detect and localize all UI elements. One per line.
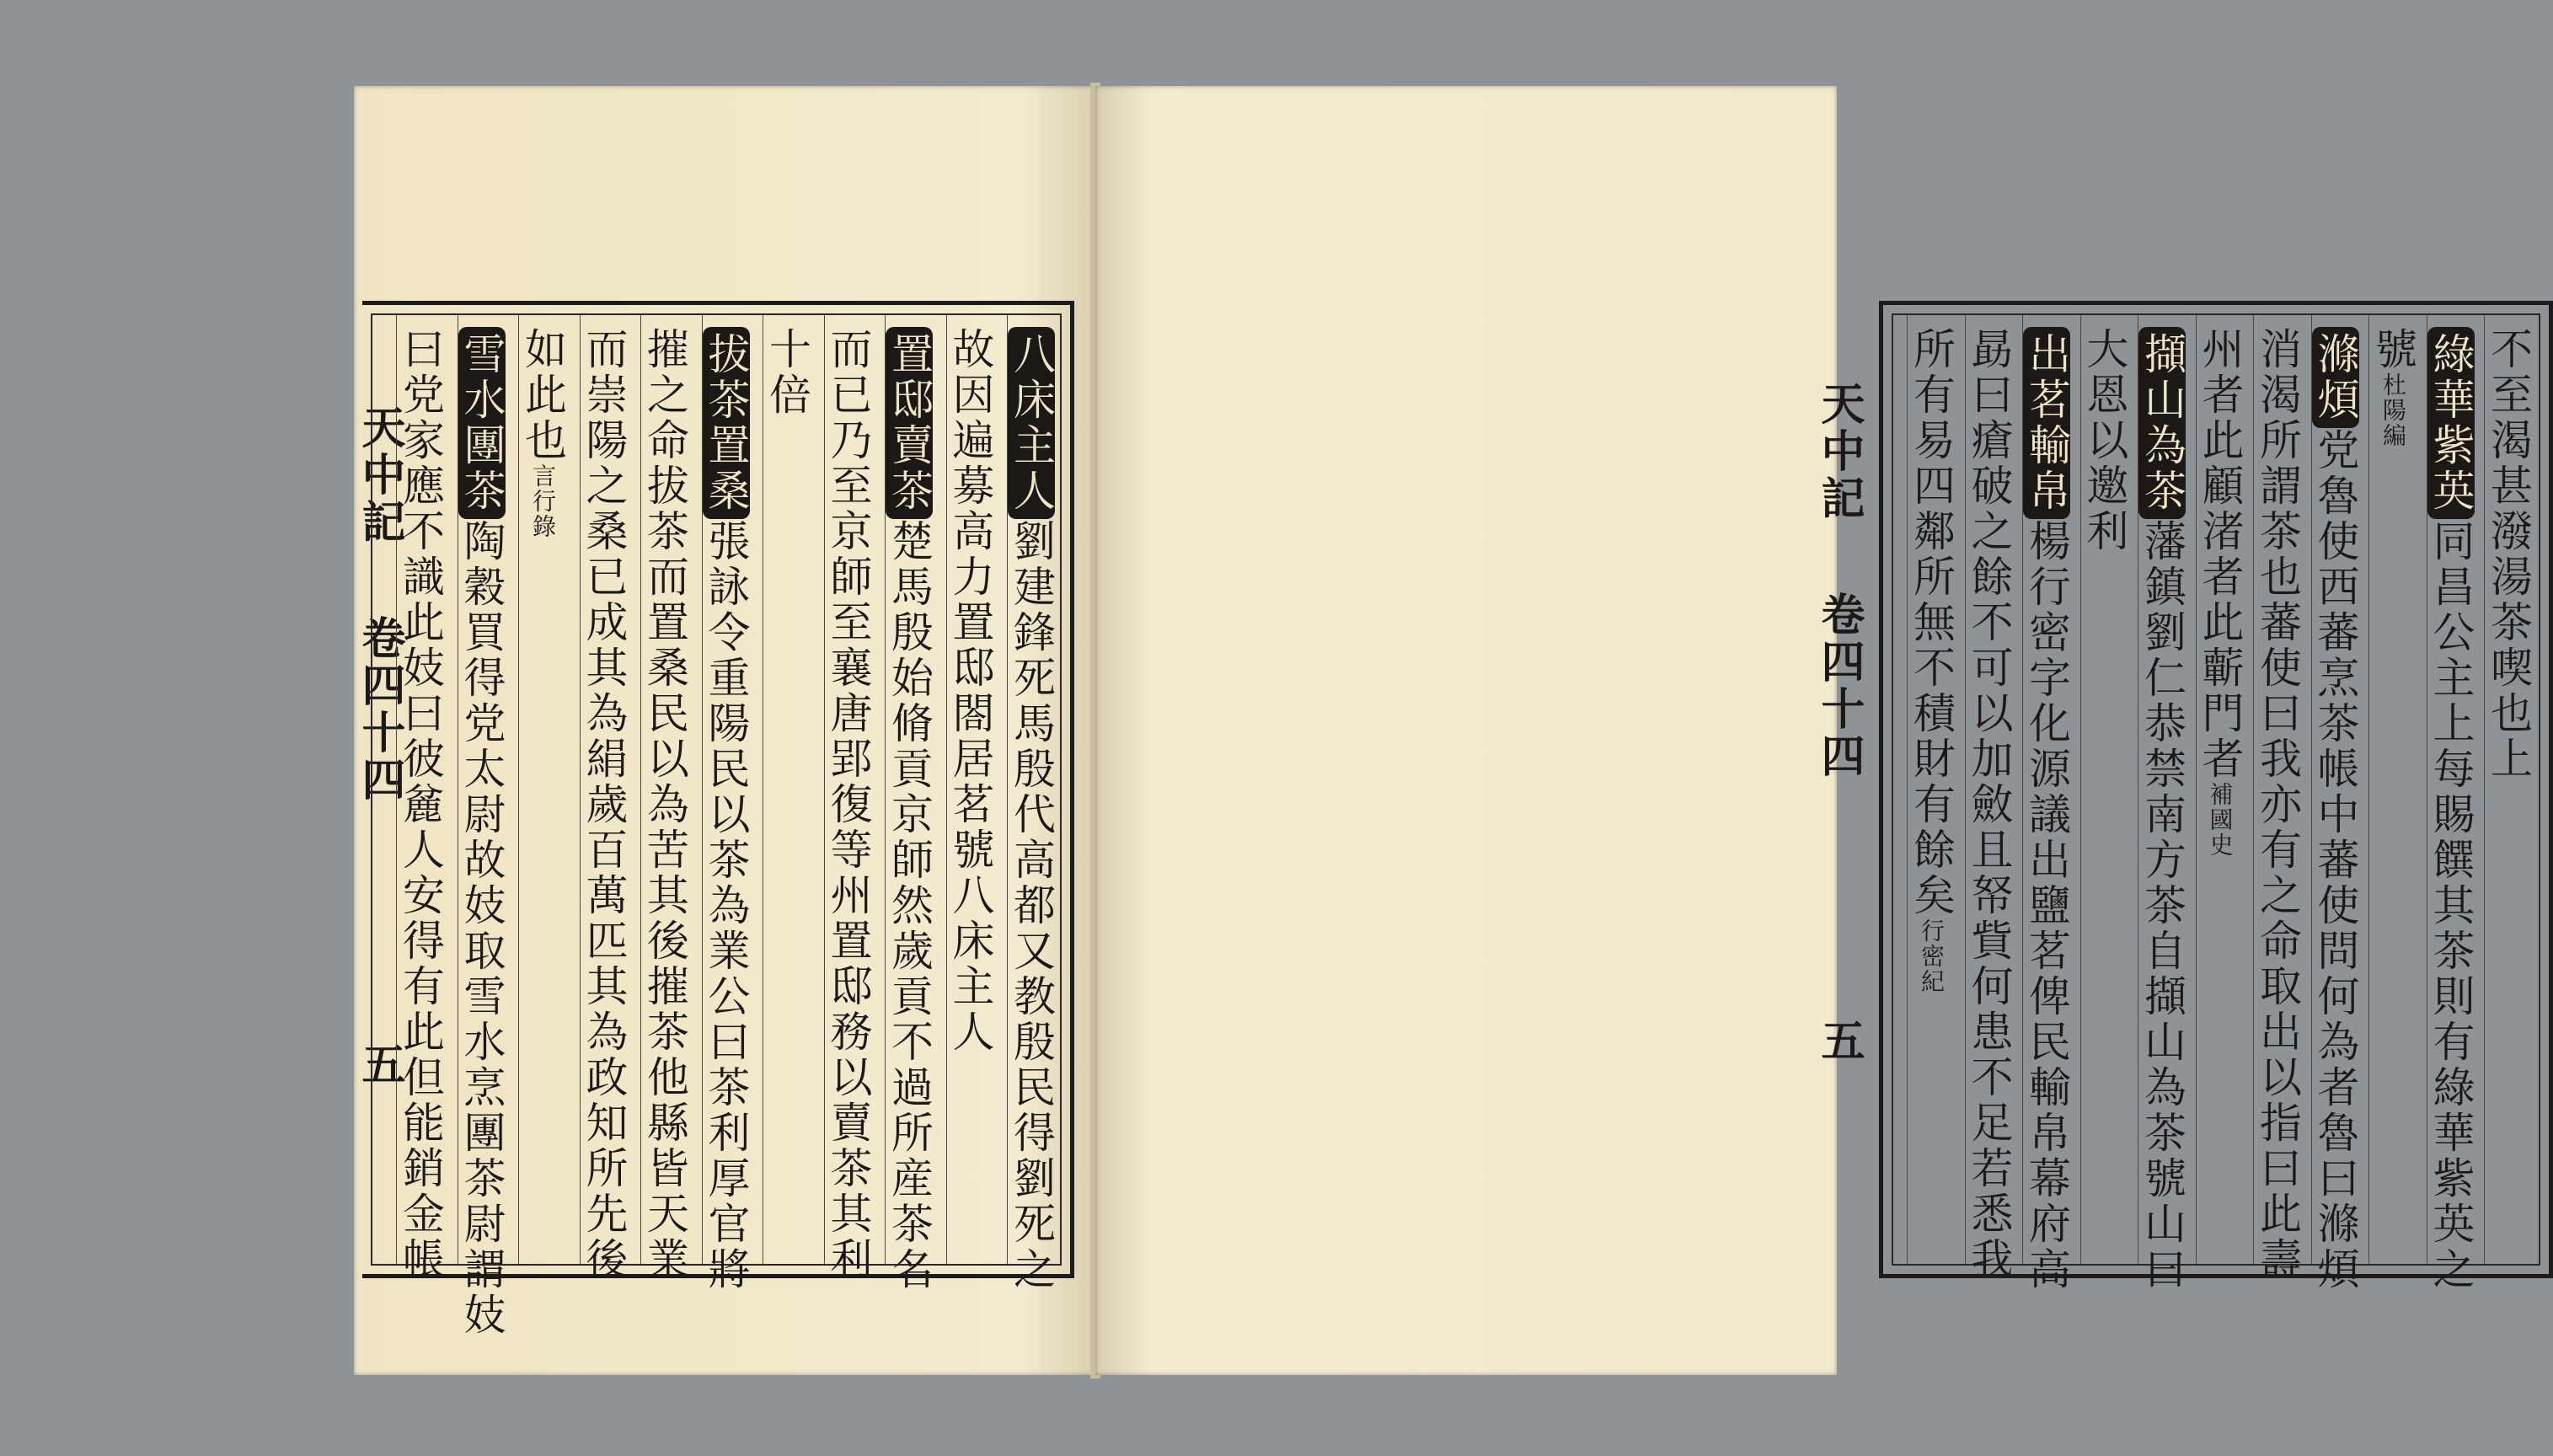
text-column bbox=[2022, 315, 2071, 1293]
text-column bbox=[457, 315, 506, 1338]
text-column bbox=[1907, 315, 1955, 1264]
column-text: 党魯使西蕃烹茶帳中蕃使問何為者魯曰滌煩 bbox=[2310, 428, 2360, 1293]
right-page-margin-title bbox=[1813, 381, 1871, 1274]
column-text: 如此也 bbox=[518, 327, 567, 463]
left-text-frame bbox=[362, 301, 1074, 1338]
column-text: 所有易四鄰所無不積財有餘矣 bbox=[1907, 327, 1956, 918]
margin-folio: 五 bbox=[1813, 1018, 1865, 1066]
source-note: 補國史 bbox=[2206, 782, 2235, 858]
text-column bbox=[579, 315, 629, 1282]
column-text: 劉建鋒死馬殷代高都又教殷民得劉死之 bbox=[1007, 519, 1056, 1293]
text-column bbox=[2253, 315, 2302, 1282]
column-text: 故因遍募高力置邸閤居茗號八床主人 bbox=[945, 327, 995, 1055]
column-text: 楊行密字化源議出鹽茗俾民輸帛幕府高 bbox=[2022, 519, 2071, 1293]
column-text: 大恩以邀利 bbox=[2079, 327, 2129, 554]
entry-heading: 雪水團茶 bbox=[458, 327, 506, 519]
source-note: 言行錄 bbox=[529, 463, 557, 539]
source-note: 杜陽編 bbox=[2379, 372, 2407, 448]
column-text: 號 bbox=[2368, 327, 2417, 372]
column-text: 曰党家應不識此妓曰彼麄人安得有此但能銷金帳 bbox=[396, 327, 445, 1282]
left-text-columns bbox=[396, 315, 1056, 1338]
column-text: 十倍 bbox=[763, 327, 811, 418]
column-text: 陶穀買得党太尉故妓取雪水烹團茶尉謂妓 bbox=[457, 519, 506, 1338]
text-column bbox=[701, 315, 751, 1293]
column-text: 藩鎮劉仁恭禁南方茶自擷山為茶號山曰 bbox=[2138, 519, 2186, 1293]
right-text-columns bbox=[1907, 315, 2533, 1293]
entry-heading: 滌煩 bbox=[2312, 327, 2359, 428]
text-column bbox=[2310, 315, 2360, 1293]
entry-heading: 出茗輸帛 bbox=[2023, 327, 2070, 519]
margin-title: 天中記 bbox=[354, 404, 405, 546]
margin-volume: 卷四十四 bbox=[1813, 592, 1865, 781]
left-page bbox=[354, 86, 1095, 1375]
text-column bbox=[2138, 315, 2186, 1293]
column-text: 州者此顧渚者此蘄門者 bbox=[2195, 327, 2245, 782]
text-column bbox=[2368, 315, 2417, 1264]
text-column bbox=[1007, 315, 1056, 1293]
column-text: 消渴所謂茶也蕃使曰我亦有之命取出以指曰此壽 bbox=[2253, 327, 2302, 1282]
text-column bbox=[763, 315, 811, 1264]
entry-heading: 擷山為茶 bbox=[2138, 327, 2186, 519]
text-column bbox=[823, 315, 873, 1282]
column-text: 不至渴甚潑湯茶喫也上 bbox=[2484, 327, 2533, 782]
text-column bbox=[2484, 315, 2532, 1264]
column-text: 而已乃至京師至襄唐郢復等州置邸務以賣茶其利 bbox=[823, 327, 873, 1282]
right-text-frame bbox=[1879, 301, 2553, 1293]
text-column bbox=[2426, 315, 2475, 1293]
entry-heading: 綠華紫英 bbox=[2427, 327, 2475, 519]
text-column bbox=[396, 315, 445, 1282]
entry-heading: 八床主人 bbox=[1008, 327, 1055, 519]
source-note: 行密紀 bbox=[1918, 918, 1946, 994]
entry-heading: 拔茶置桑 bbox=[703, 327, 750, 519]
text-column bbox=[640, 315, 689, 1282]
column-text: 張詠令重陽民以茶為業公曰茶利厚官將 bbox=[701, 519, 751, 1293]
text-column bbox=[518, 315, 566, 1264]
column-text: 摧之命拔茶而置桑民以為苦其後摧茶他縣皆天業 bbox=[640, 327, 689, 1282]
text-column bbox=[1964, 315, 2014, 1282]
margin-title: 天中記 bbox=[1813, 381, 1865, 522]
column-text: 同昌公主上每賜饌其茶則有綠華紫英之 bbox=[2426, 519, 2475, 1293]
text-column bbox=[2080, 315, 2128, 1264]
text-column bbox=[885, 315, 934, 1293]
entry-heading: 置邸賣茶 bbox=[886, 327, 933, 519]
margin-folio: 五 bbox=[354, 1041, 405, 1089]
margin-volume: 卷四十四 bbox=[354, 615, 405, 805]
column-text: 而崇陽之桑已成其為絹歲百萬匹其為政知所先後 bbox=[579, 327, 629, 1282]
column-text: 勗曰瘡破之餘不可以加斂且帑貲何患不足若悉我 bbox=[1964, 327, 2014, 1282]
open-book bbox=[354, 78, 2533, 1384]
text-column bbox=[2196, 315, 2244, 1264]
column-text: 楚馬殷始脩貢京師然歲貢不過所産茶名 bbox=[885, 519, 934, 1293]
text-column bbox=[946, 315, 994, 1264]
